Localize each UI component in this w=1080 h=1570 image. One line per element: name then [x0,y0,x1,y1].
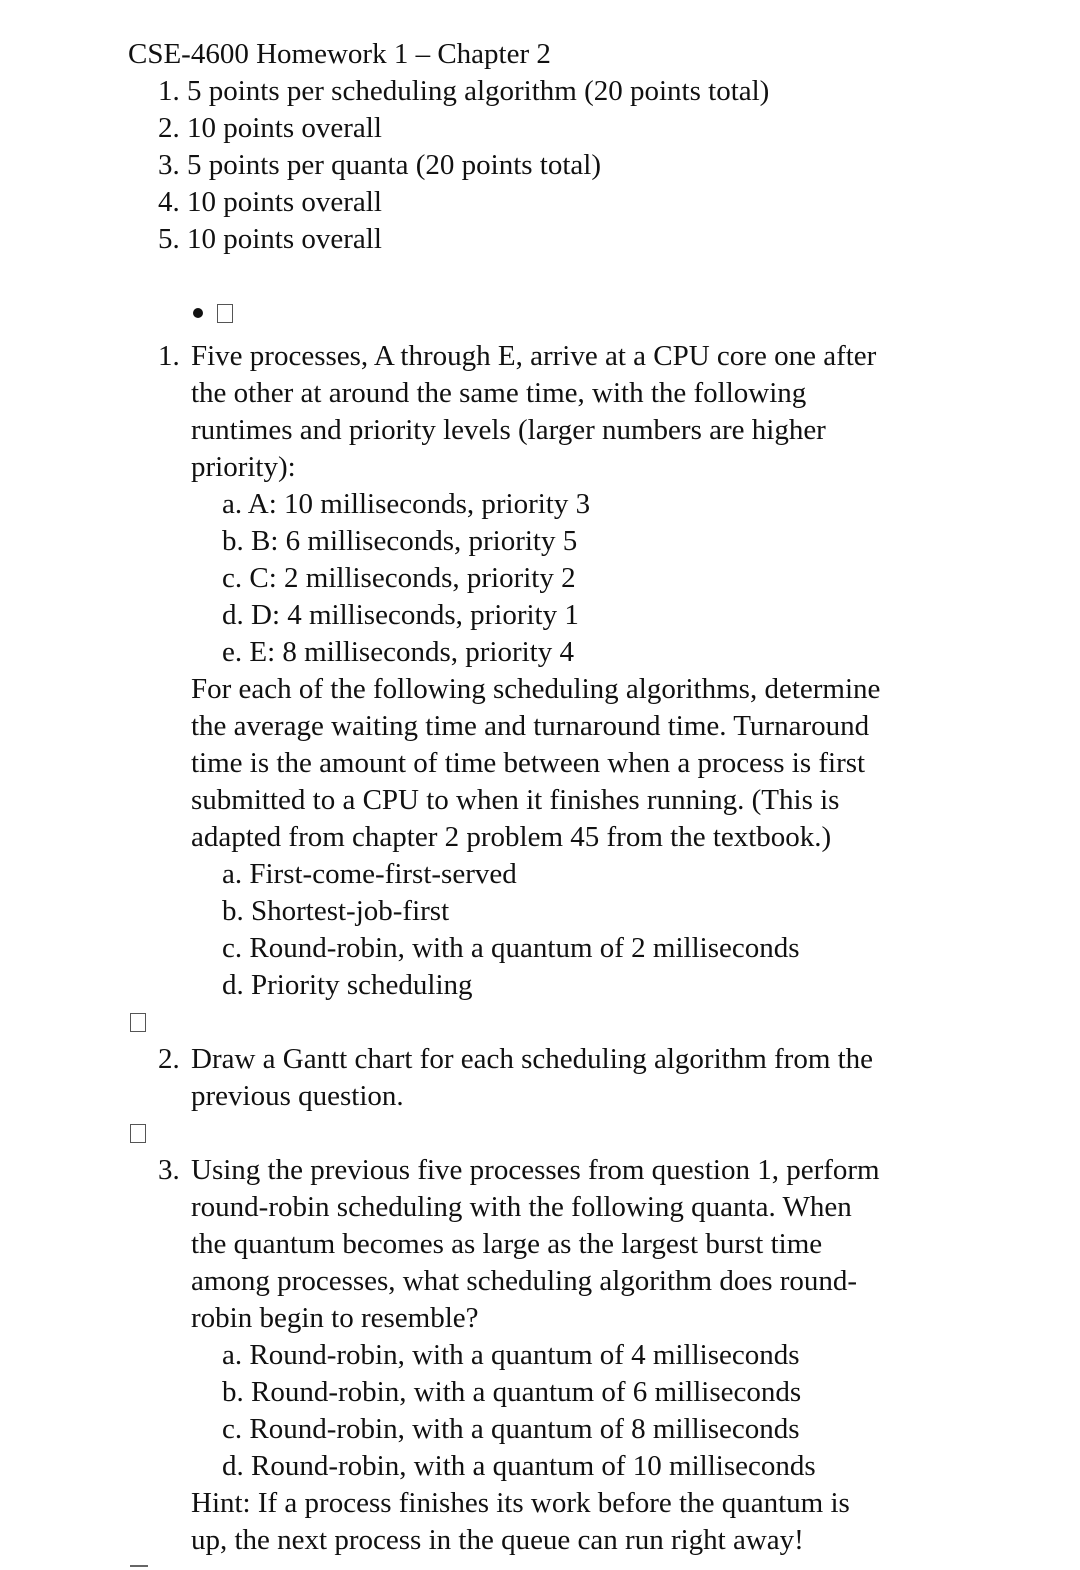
grading-number: 5. [158,223,180,255]
process-item [222,486,590,523]
question3-intro-line: robin begin to resemble? [191,1302,479,1334]
process-item [222,634,574,671]
process-letter: a. [222,488,243,520]
grading-item [158,221,382,258]
algorithm-text: Shortest-job-first [251,895,450,927]
question1-body-line: the average waiting time and turnaround time. Turnaround [191,710,870,742]
question1-number: 1. [158,340,180,372]
quantum-letter: a. [222,1339,243,1371]
process-text: D: 4 milliseconds, priority 1 [251,599,579,631]
question1-intro-line: the other at around the same time, with the following [191,377,807,409]
quantum-text: Round-robin, with a quantum of 10 milliseconds [251,1450,816,1482]
algorithm-letter: d. [222,969,244,1001]
question3-number: 3. [158,1154,180,1186]
question1-intro-line: Five processes, A through E, arrive at a CPU core one after [191,340,877,372]
grading-number: 4. [158,186,180,218]
grading-number: 3. [158,149,180,181]
algorithm-item [222,930,800,967]
process-text: E: 8 milliseconds, priority 4 [249,636,574,668]
quantum-letter: c. [222,1413,243,1445]
process-letter: b. [222,525,244,557]
question3-intro-line: the quantum becomes as large as the largest burst time [191,1228,823,1260]
question2-number: 2. [158,1043,180,1075]
quantum-item [222,1411,800,1448]
grading-text: 10 points overall [187,186,382,218]
process-item [222,597,579,634]
question1-body-line: adapted from chapter 2 problem 45 from the textbook.) [191,821,832,853]
question2-line: Draw a Gantt chart for each scheduling algorithm from the [191,1043,874,1075]
process-letter: d. [222,599,244,631]
process-text: C: 2 milliseconds, priority 2 [249,562,576,594]
quantum-text: Round-robin, with a quantum of 6 milliseconds [251,1376,802,1408]
algorithm-text: Round-robin, with a quantum of 2 milliseconds [249,932,800,964]
hint-line: Hint: If a process finishes its work before the quantum is [191,1487,850,1519]
algorithm-item [222,893,449,930]
process-text: A: 10 milliseconds, priority 3 [247,488,591,520]
checkbox-icon[interactable] [130,1013,146,1032]
checkbox-icon[interactable] [130,1124,146,1143]
algorithm-text: Priority scheduling [251,969,473,1001]
process-item [222,523,577,560]
grading-text: 10 points overall [187,223,382,255]
grading-item [158,184,382,221]
question1-intro-line: runtimes and priority levels (larger numbers are higher [191,414,826,446]
algorithm-item [222,856,517,893]
grading-item [158,147,601,184]
grading-number: 1. [158,75,180,107]
process-text: B: 6 milliseconds, priority 5 [251,525,578,557]
quantum-item [222,1448,816,1485]
grading-item [158,110,382,147]
question3-intro-line: Using the previous five processes from question 1, perform [191,1154,880,1186]
grading-text: 5 points per quanta (20 points total) [187,149,601,181]
grading-text: 10 points overall [187,112,382,144]
quantum-letter: d. [222,1450,244,1482]
quantum-text: Round-robin, with a quantum of 8 milliseconds [249,1413,800,1445]
quantum-item [222,1337,800,1374]
grading-number: 2. [158,112,180,144]
quantum-text: Round-robin, with a quantum of 4 milliseconds [249,1339,800,1371]
bullet-icon [193,308,203,318]
algorithm-letter: c. [222,932,243,964]
page-title: CSE-4600 Homework 1 – Chapter 2 [128,38,551,70]
process-letter: c. [222,562,243,594]
process-letter: e. [222,636,243,668]
question1-body-line: time is the amount of time between when a process is first [191,747,866,779]
question3-intro-line: round-robin scheduling with the following quanta. When [191,1191,852,1223]
checkbox-edge-icon [130,1565,148,1567]
question1-body-line: submitted to a CPU to when it finishes running. (This is [191,784,840,816]
question3-intro-line: among processes, what scheduling algorithm does round- [191,1265,858,1297]
quantum-letter: b. [222,1376,244,1408]
algorithm-letter: b. [222,895,244,927]
checkbox-icon[interactable] [217,304,233,323]
question1-intro-line: priority): [191,451,296,483]
grading-text: 5 points per scheduling algorithm (20 points total) [187,75,770,107]
hint-line: up, the next process in the queue can run right away! [191,1524,804,1556]
algorithm-item [222,967,473,1004]
question1-body-line: For each of the following scheduling algorithms, determine [191,673,881,705]
algorithm-text: First-come-first-served [249,858,517,890]
process-item [222,560,576,597]
grading-item [158,73,769,110]
quantum-item [222,1374,801,1411]
question2-line: previous question. [191,1080,404,1112]
algorithm-letter: a. [222,858,243,890]
